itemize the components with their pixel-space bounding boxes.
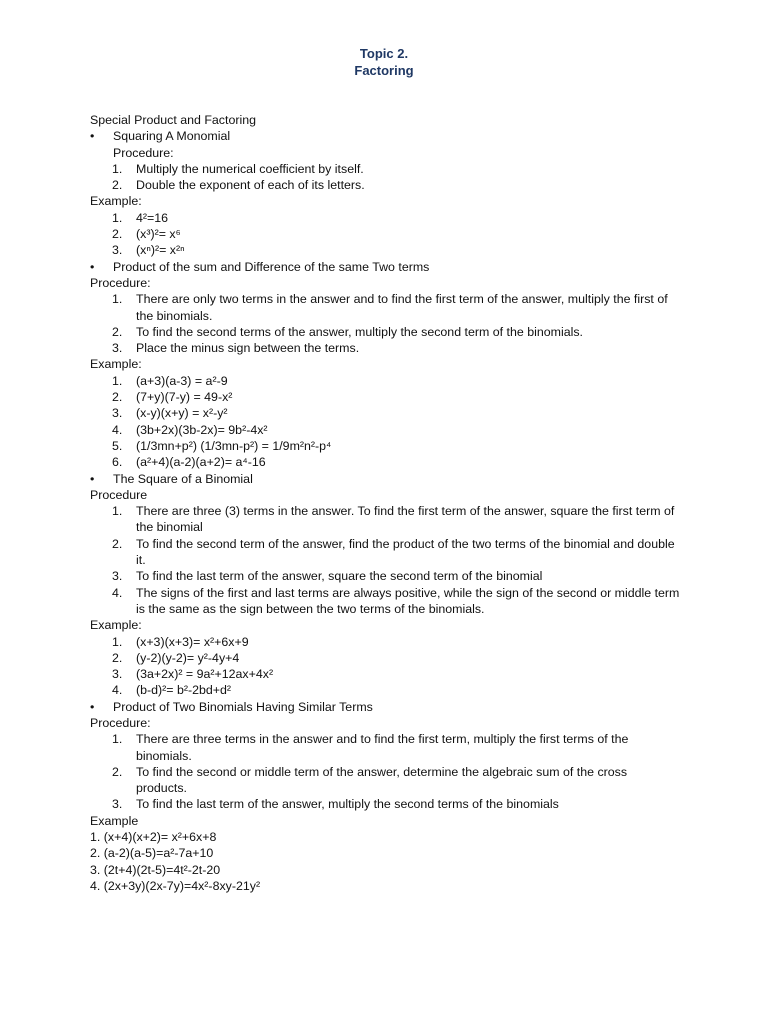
example-label: Example: bbox=[90, 357, 142, 372]
procedure-label: Procedure: bbox=[90, 275, 151, 290]
list-item: 2. To find the second term of the answer, find the product of the two terms of the binomial and double it. bbox=[112, 536, 675, 568]
list-item: 4. (b-d)²= b²-2bd+d² bbox=[112, 683, 232, 698]
list-item: 1. (x+3)(x+3)= x²+6x+9 bbox=[112, 634, 249, 649]
list-item: 5. (1/3mn+p²) (1/3mn-p²) = 1/9m²n²-p⁴ bbox=[112, 438, 332, 453]
example-line: 2. (a-2)(a-5)=a²-7a+10 bbox=[90, 846, 214, 861]
example-label: Example: bbox=[90, 618, 142, 633]
list-item: 1. 4²=16 bbox=[112, 210, 169, 225]
list-item: 3. (xⁿ)²= x²ⁿ bbox=[112, 243, 185, 258]
list-item: 2. Double the exponent of each of its letters. bbox=[112, 178, 365, 193]
example-label: Example bbox=[90, 813, 139, 828]
document-body bbox=[90, 112, 680, 894]
list-item: 2. (y-2)(y-2)= y²-4y+4 bbox=[112, 650, 240, 665]
list-item: 2. To find the second or middle term of the answer, determine the algebraic sum of the cross products. bbox=[112, 764, 628, 796]
list-item: 3. (x-y)(x+y) = x²-y² bbox=[112, 406, 228, 421]
list-item: 1. There are three (3) terms in the answer. To find the first term of the answer, square the first term of the binomial bbox=[112, 504, 675, 535]
list-item: 1. There are three terms in the answer and to find the first term, multiply the first terms of the binomials. bbox=[112, 732, 629, 763]
list-item: 6. (a²+4)(a-2)(a+2)= a⁴-16 bbox=[112, 455, 266, 470]
example-line: 1. (x+4)(x+2)= x²+6x+8 bbox=[90, 830, 217, 845]
procedure-label: Procedure bbox=[90, 487, 148, 502]
list-item: 2. To find the second terms of the answer, multiply the second term of the binomials. bbox=[112, 324, 583, 339]
bullet-squaring-monomial: • Squaring A Monomial bbox=[90, 128, 680, 144]
bullet-sum-difference: • Product of the sum and Difference of the same Two terms bbox=[90, 259, 680, 275]
example-label: Example: bbox=[90, 194, 142, 209]
list-item: 3. To find the last term of the answer, square the second term of the binomial bbox=[112, 569, 543, 584]
procedure-label: Procedure: bbox=[90, 715, 151, 730]
list-item: 4. The signs of the first and last terms are always positive, while the sign of the second or middle term is the same as the sign between the two terms of the binomials. bbox=[112, 585, 680, 616]
list-item: 3. To find the last term of the answer, multiply the second terms of the binomials bbox=[112, 797, 559, 812]
list-item: 2. (x³)²= x⁶ bbox=[112, 227, 181, 242]
list-item: 1. There are only two terms in the answer and to find the first term of the answer, multiply the first of the binomials. bbox=[112, 292, 668, 323]
bullet-similar-terms: • Product of Two Binomials Having Similar Terms bbox=[90, 699, 680, 715]
intro-heading: Special Product and Factoring bbox=[90, 113, 256, 127]
topic-number: Topic 2. bbox=[359, 46, 409, 61]
bullet-square-binomial: • The Square of a Binomial bbox=[90, 471, 680, 487]
example-line: 4. (2x+3y)(2x-7y)=4x²-8xy-21y² bbox=[90, 878, 261, 893]
list-item: 1. (a+3)(a-3) = a²-9 bbox=[112, 373, 228, 388]
procedure-label: Procedure: bbox=[113, 145, 174, 160]
example-line: 3. (2t+4)(2t-5)=4t²-2t-20 bbox=[90, 862, 221, 877]
list-item: 4. (3b+2x)(3b-2x)= 9b²-4x² bbox=[112, 422, 268, 437]
page-title: Factoring bbox=[354, 63, 414, 78]
list-item: 3. (3a+2x)² = 9a²+12ax+4x² bbox=[112, 667, 274, 682]
list-item: 1. Multiply the numerical coefficient by itself. bbox=[112, 161, 364, 176]
list-item: 3. Place the minus sign between the terms. bbox=[112, 341, 360, 356]
list-item: 2. (7+y)(7-y) = 49-x² bbox=[112, 390, 233, 405]
